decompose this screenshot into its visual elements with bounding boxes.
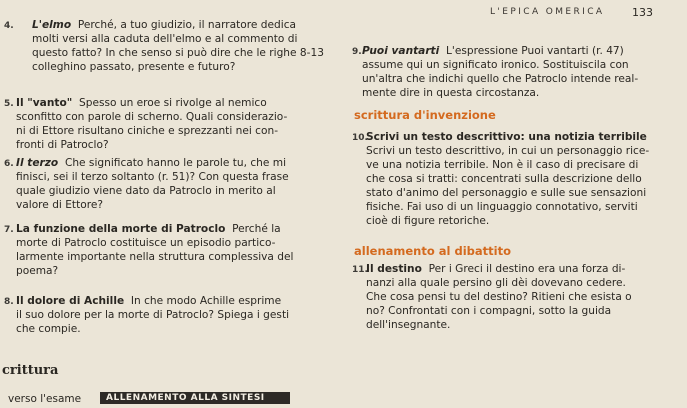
- exercise-text: Che significato hanno le parole tu, che mi finisci, sei il terzo soltanto (r. 51)? Con questa frase quale giudizio viene dato da Patroclo in merito al valore di Ettore?: [16, 157, 289, 211]
- exercise-text: In che modo Achille esprime il suo dolore per la morte di Patroclo? Spiega i gesti che compie.: [16, 295, 290, 335]
- exercise-8: [4, 294, 346, 336]
- exercise-number: 11.: [352, 265, 368, 275]
- scrittura-heading: crittura: [2, 363, 59, 378]
- exercise-text: Scrivi un testo descrittivo, in cui un personaggio rice- ve una notizia terribile. Non è il caso di precisare di che cosa si tratti: concentrati sulla descrizione dello stato d'animo del personaggio e sulle sue sensazioni fisiche. Fai uso di un linguaggio connotativo, serviti cioè di figure retoriche.: [366, 145, 650, 227]
- section-heading-dibattito: allenamento al dibattito: [354, 244, 511, 258]
- section-title: L'EPICA OMERICA: [490, 7, 605, 17]
- exercise-lead: Il destino: [366, 263, 422, 275]
- exercise-number: 6.: [4, 159, 14, 169]
- exercise-text: Perché la morte di Patroclo costituisce un episodio partico- larmente importante nella struttura complessiva del poema?: [16, 223, 294, 277]
- page-number: 133: [632, 6, 653, 19]
- exercise-10: [352, 130, 684, 228]
- exercise-9: [352, 44, 684, 100]
- page-header: [470, 4, 667, 24]
- exercise-number: 9.: [352, 47, 362, 57]
- exercise-number: 5.: [4, 99, 14, 109]
- exercise-lead: Il terzo: [16, 157, 59, 169]
- exercise-text: L'espressione Puoi vantarti (r. 47) assume qui un significato ironico. Sostituiscila con un'altra che indichi quello che Patroclo intende real- mente dire in questa circostanza.: [362, 45, 639, 99]
- exercise-lead: Il "vanto": [16, 97, 73, 109]
- exercise-6: [4, 156, 346, 212]
- sintesi-banner: ALLENAMENTO ALLA SINTESI: [100, 392, 290, 404]
- exercise-4: [4, 18, 344, 74]
- exercise-number: 8.: [4, 297, 14, 307]
- exercise-number: 4.: [4, 21, 14, 31]
- exercise-text: Per i Greci il destino era una forza di- nanzi alla quale persino gli dèi dovevano cedere. Che cosa pensi tu del destino? Ritieni che esista o no? Confrontati con i compagni, sotto la guida dell'insegnante.: [366, 263, 632, 331]
- exercise-lead: La funzione della morte di Patroclo: [16, 223, 226, 235]
- exercise-5: [4, 96, 346, 152]
- exercise-lead: Scrivi un testo descrittivo: una notizia terribile: [366, 131, 647, 143]
- exercise-lead: L'elmo: [32, 19, 72, 31]
- exercise-11: [352, 262, 684, 332]
- exercise-number: 10.: [352, 133, 368, 143]
- bottom-strip: [0, 392, 290, 408]
- exercise-lead: Il dolore di Achille: [16, 295, 125, 307]
- exercise-7: [4, 222, 346, 278]
- exercise-text: Spesso un eroe si rivolge al nemico sconfitto con parole di scherno. Quali considerazio- ni di Ettore risultano ciniche e sprezzanti nei con- fronti di Patroclo?: [16, 97, 288, 151]
- verso-esame-label: verso l'esame: [8, 393, 82, 405]
- exercise-lead: Puoi vantarti: [362, 45, 440, 57]
- exercise-number: 7.: [4, 225, 14, 235]
- exercise-text: Perché, a tuo giudizio, il narratore dedica molti versi alla caduta dell'elmo e al commento di questo fatto? In che senso si può dire che le righe 8-13 colleghino passato, presente e futuro?: [32, 19, 324, 73]
- section-heading-scrittura: scrittura d'invenzione: [354, 108, 496, 122]
